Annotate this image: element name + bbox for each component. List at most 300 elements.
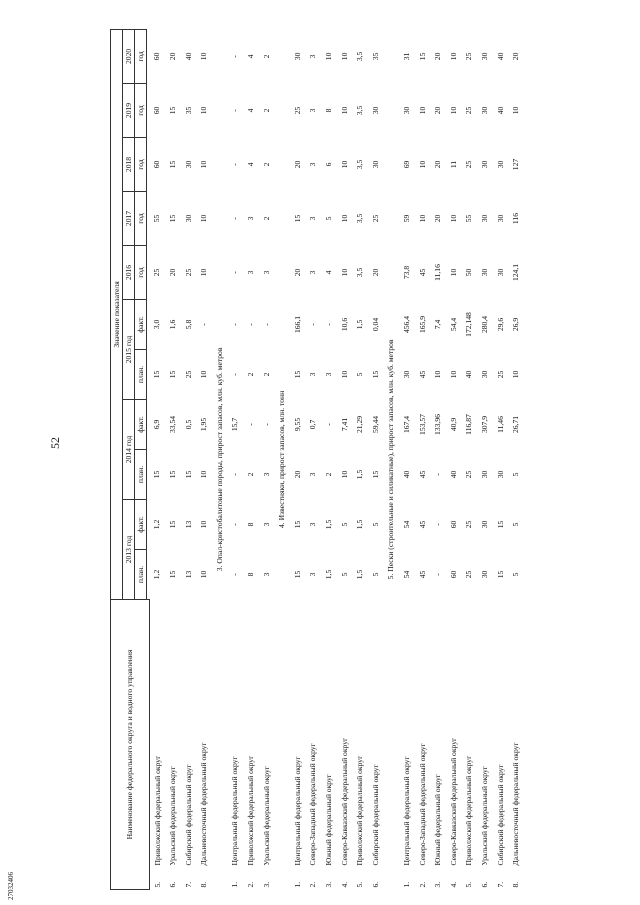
value-cell: 55	[464, 214, 474, 223]
row-number: 5.	[464, 881, 474, 888]
table-row	[196, 29, 212, 889]
value-cell: 40	[448, 470, 458, 479]
value-cell: 60	[448, 570, 458, 579]
value-cell: 11,46	[495, 416, 505, 433]
value-cell: 127	[511, 158, 521, 171]
value-cell: 30	[479, 268, 489, 277]
table-row	[165, 29, 181, 889]
value-cell: 25	[495, 370, 505, 379]
value-cell: 116	[511, 212, 521, 225]
value-cell: 73,8	[402, 265, 411, 280]
value-cell: 8	[324, 108, 334, 113]
indicator-header: Значение показателя	[111, 29, 123, 599]
value-cell: 20	[433, 160, 443, 169]
value-cell: 25	[464, 470, 474, 479]
value-cell: -	[324, 423, 334, 426]
district-name: Южный федеральный округ	[433, 774, 443, 866]
god-header: год	[135, 192, 147, 246]
value-cell: 3	[261, 472, 271, 477]
value-cell: 4	[246, 108, 256, 113]
value-cell: 3	[308, 270, 318, 275]
table-row	[446, 29, 462, 889]
value-cell: -	[433, 573, 443, 576]
district-name: Центральный федеральный округ	[230, 756, 240, 866]
value-cell: -	[230, 217, 240, 220]
value-cell: 10	[199, 52, 209, 61]
value-cell: 11,16	[433, 264, 443, 281]
district-name: Центральный федеральный округ	[292, 756, 302, 866]
value-cell: 20	[433, 52, 443, 61]
value-cell: 15	[292, 370, 302, 379]
value-cell: 30	[479, 106, 489, 115]
plan-header: план.	[135, 450, 147, 500]
value-cell: 15	[292, 214, 302, 223]
value-cell: 10	[511, 106, 521, 115]
table-header	[111, 29, 150, 889]
value-cell: 3	[308, 572, 318, 577]
value-cell: -	[308, 323, 318, 326]
value-cell: 20	[433, 214, 443, 223]
value-cell: 25	[292, 106, 302, 115]
value-cell: 13	[183, 570, 193, 579]
value-cell: 45	[417, 470, 427, 479]
value-cell: 30	[495, 214, 505, 223]
row-number: 6.	[370, 881, 380, 888]
value-cell: -	[433, 523, 443, 526]
table-row	[149, 29, 165, 889]
value-cell: 3,5	[355, 159, 365, 170]
god-header: год	[135, 246, 147, 300]
value-cell: 8	[246, 572, 256, 577]
value-cell: 3	[261, 522, 271, 527]
value-cell: 5	[355, 372, 365, 377]
value-cell: 2	[261, 216, 271, 221]
row-number: 5.	[355, 881, 365, 888]
value-cell: 10,6	[339, 317, 349, 332]
value-cell: 0,5	[183, 419, 193, 430]
value-cell: 10	[339, 106, 349, 115]
section-heading-row	[212, 29, 228, 889]
value-cell: 45	[417, 370, 427, 379]
row-number: 2.	[246, 881, 256, 888]
value-cell: 172,148	[464, 312, 474, 337]
value-cell: 166,1	[292, 315, 302, 334]
value-cell: 40	[495, 52, 505, 61]
row-number: 2.	[308, 881, 318, 888]
value-cell: 3	[308, 216, 318, 221]
value-cell: 15	[292, 520, 302, 529]
district-name: Уральский федеральный округ	[168, 766, 178, 866]
value-cell: 60	[152, 52, 162, 61]
value-cell: 30	[479, 520, 489, 529]
value-cell: 30	[402, 370, 411, 379]
row-number: 3.	[261, 881, 271, 888]
value-cell: 4	[246, 162, 256, 167]
value-cell: 2	[261, 108, 271, 113]
value-cell: 30	[183, 160, 193, 169]
value-cell: 9,55	[292, 417, 302, 432]
value-cell: 5	[324, 216, 334, 221]
district-name: Уральский федеральный округ	[479, 766, 489, 866]
value-cell: 20	[292, 470, 302, 479]
row-number: 8.	[199, 881, 209, 888]
value-cell: 59,44	[370, 415, 380, 434]
value-cell: 6,9	[152, 419, 162, 430]
value-cell: 10	[433, 370, 443, 379]
value-cell: 15	[417, 52, 427, 61]
row-number: 7.	[183, 881, 193, 888]
value-cell: 25	[464, 106, 474, 115]
row-number: 7.	[495, 881, 505, 888]
value-cell: 10	[199, 570, 209, 579]
value-cell: -	[230, 573, 240, 576]
value-cell: 60	[152, 160, 162, 169]
value-cell: -	[246, 323, 256, 326]
year-header: 2017	[123, 192, 135, 246]
value-cell: 15	[152, 370, 162, 379]
value-cell: 456,4	[402, 315, 411, 334]
value-cell: 20	[292, 160, 302, 169]
value-cell: -	[230, 473, 240, 476]
value-cell: 15	[370, 470, 380, 479]
value-cell: 10	[511, 370, 521, 379]
value-cell: 10	[448, 52, 458, 61]
value-cell: 0,7	[308, 419, 318, 430]
value-cell: 1,2	[152, 519, 162, 530]
value-cell: -	[230, 271, 240, 274]
district-name: Дальневосточный федеральный округ	[511, 742, 521, 866]
value-cell: 40	[495, 106, 505, 115]
value-cell: 10	[448, 268, 458, 277]
table-row	[321, 29, 337, 889]
district-name: Приволжский федеральный округ	[464, 755, 474, 866]
value-cell: 10	[448, 106, 458, 115]
value-cell: -	[230, 523, 240, 526]
district-name: Северо-Кавказский федеральный округ	[448, 737, 458, 866]
value-cell: -	[246, 423, 256, 426]
value-cell: 29,6	[495, 317, 505, 332]
value-cell: -	[324, 323, 334, 326]
table-row	[461, 29, 477, 889]
value-cell: 5	[339, 572, 349, 577]
value-cell: 20	[168, 268, 178, 277]
year-header: 2018	[123, 138, 135, 192]
value-cell: 2	[261, 54, 271, 59]
value-cell: 15	[168, 570, 178, 579]
value-cell: 40	[402, 470, 411, 479]
value-cell: 3	[308, 472, 318, 477]
value-cell: 30	[495, 470, 505, 479]
row-number: 5.	[152, 881, 162, 888]
value-cell: 26,9	[511, 317, 521, 332]
value-cell: 30	[183, 214, 193, 223]
value-cell: 10	[448, 214, 458, 223]
value-cell: 3,5	[355, 51, 365, 62]
value-cell: 3	[308, 522, 318, 527]
value-cell: 35	[370, 52, 380, 61]
plan-header: план.	[135, 550, 147, 600]
value-cell: -	[230, 55, 240, 58]
section-heading: 4. Известняки, прирост запасов, млн. тонн	[277, 390, 287, 528]
table-row	[430, 29, 446, 889]
district-name: Сибирский федеральный округ	[495, 764, 505, 866]
name-column-header: Наименование федерального округа и водного управления	[111, 600, 150, 890]
value-cell: 1,5	[355, 569, 365, 580]
year-header: 2014 год	[123, 400, 135, 500]
year-header: 2016	[123, 246, 135, 300]
district-name: Сибирский федеральный округ	[183, 764, 193, 866]
fact-header: факт.	[135, 500, 147, 550]
value-cell: 10	[417, 160, 427, 169]
value-cell: 10	[339, 268, 349, 277]
value-cell: 30	[479, 470, 489, 479]
value-cell: 3	[308, 372, 318, 377]
value-cell: 1,6	[168, 319, 178, 330]
value-cell: 15	[168, 214, 178, 223]
value-cell: 1,5	[355, 319, 365, 330]
table-row	[259, 29, 275, 889]
value-cell: 25	[464, 570, 474, 579]
value-cell: 133,96	[433, 414, 443, 435]
value-cell: 3,5	[355, 267, 365, 278]
value-cell: 15	[292, 570, 302, 579]
value-cell: 3	[246, 270, 256, 275]
value-cell: -	[261, 323, 271, 326]
value-cell: 45	[417, 520, 427, 529]
value-cell: 20	[292, 268, 302, 277]
value-cell: -	[230, 163, 240, 166]
value-cell: 10	[339, 470, 349, 479]
value-cell: 30	[479, 570, 489, 579]
section-heading: 5. Пески (строительные и силикатные), прирост запасов, млн. куб. метров	[386, 339, 396, 580]
value-cell: 45	[417, 570, 427, 579]
value-cell: 25	[152, 268, 162, 277]
value-cell: 30	[479, 370, 489, 379]
row-number: 1.	[402, 881, 411, 888]
value-cell: 40,9	[448, 417, 458, 432]
value-cell: 25	[183, 370, 193, 379]
value-cell: -	[230, 109, 240, 112]
value-cell: 165,9	[417, 315, 427, 334]
value-cell: 7,41	[339, 417, 349, 432]
value-cell: 2	[261, 372, 271, 377]
god-header: год	[135, 84, 147, 138]
value-cell: 307,9	[479, 415, 489, 434]
value-cell: 55	[152, 214, 162, 223]
value-cell: 60	[152, 106, 162, 115]
value-cell: 30	[292, 52, 302, 61]
row-number: 4.	[448, 881, 458, 888]
value-cell: 153,57	[417, 414, 427, 435]
value-cell: 15	[168, 520, 178, 529]
value-cell: 20	[370, 268, 380, 277]
value-cell: 5	[370, 522, 380, 527]
value-cell: 3	[261, 270, 271, 275]
value-cell: 10	[199, 470, 209, 479]
value-cell: 54	[402, 520, 411, 529]
value-cell: 10	[199, 520, 209, 529]
value-cell: 1,5	[324, 519, 334, 530]
value-cell: 167,4	[402, 415, 411, 434]
value-cell: 69	[402, 160, 411, 169]
value-cell: 33,54	[168, 415, 178, 434]
value-cell: 0,04	[370, 317, 380, 332]
table-row	[290, 29, 306, 889]
value-cell: 10	[417, 214, 427, 223]
district-name: Северо-Западный федеральный округ	[308, 743, 318, 866]
value-cell: 26,71	[511, 415, 521, 434]
district-name: Приволжский федеральный округ	[246, 755, 256, 866]
row-number: 8.	[511, 881, 521, 888]
value-cell: -	[433, 473, 443, 476]
value-cell: 10	[199, 160, 209, 169]
value-cell: 25	[464, 52, 474, 61]
table-row	[305, 29, 321, 889]
value-cell: 10	[199, 370, 209, 379]
value-cell: 10	[339, 52, 349, 61]
value-cell: 31	[402, 52, 411, 61]
value-cell: 4	[324, 270, 334, 275]
value-cell: -	[261, 423, 271, 426]
district-name: Уральский федеральный округ	[261, 766, 271, 866]
value-cell: 3,5	[355, 213, 365, 224]
table-row	[227, 29, 243, 889]
table-row	[181, 29, 197, 889]
table-row	[399, 29, 415, 889]
value-cell: 20	[168, 52, 178, 61]
row-number: 2.	[417, 881, 427, 888]
value-cell: 15,7	[230, 417, 240, 432]
district-name: Приволжский федеральный округ	[152, 755, 162, 866]
value-cell: 3,5	[355, 105, 365, 116]
value-cell: 5	[511, 472, 521, 477]
value-cell: 15	[183, 470, 193, 479]
table-row	[493, 29, 509, 889]
value-cell: 7,4	[433, 319, 443, 330]
value-cell: 15	[495, 570, 505, 579]
value-cell: 116,87	[464, 414, 474, 435]
value-cell: 30	[479, 160, 489, 169]
value-cell: 3	[246, 216, 256, 221]
rotated-table-container	[110, 30, 530, 890]
value-cell: 3	[308, 162, 318, 167]
table-row	[415, 29, 431, 889]
value-cell: 45	[417, 268, 427, 277]
value-cell: 3	[324, 372, 334, 377]
table-row	[243, 29, 259, 889]
table-body	[149, 29, 524, 889]
year-header: 2019	[123, 84, 135, 138]
value-cell: 11	[448, 160, 458, 169]
value-cell: 10	[339, 370, 349, 379]
fact-header: факт.	[135, 300, 147, 350]
value-cell: 10	[199, 106, 209, 115]
plan-header: план.	[135, 350, 147, 400]
district-name: Северо-Кавказский федеральный округ	[339, 737, 349, 866]
row-number: 6.	[168, 881, 178, 888]
value-cell: 30	[402, 106, 411, 115]
value-cell: 21,29	[355, 415, 365, 434]
value-cell: 20	[433, 106, 443, 115]
value-cell: 5	[511, 572, 521, 577]
god-header: год	[135, 138, 147, 192]
value-cell: 8	[246, 522, 256, 527]
year-header: 2013 год	[123, 500, 135, 600]
district-name: Сибирский федеральный округ	[370, 764, 380, 866]
value-cell: 5	[339, 522, 349, 527]
district-name: Центральный федеральный округ	[402, 756, 411, 866]
value-cell: 2	[246, 472, 256, 477]
value-cell: 10	[417, 106, 427, 115]
table-row	[368, 29, 384, 889]
value-cell: 15	[168, 470, 178, 479]
value-cell: 4	[246, 54, 256, 59]
value-cell: 30	[370, 160, 380, 169]
value-cell: 25	[464, 160, 474, 169]
value-cell: 5	[370, 572, 380, 577]
row-number: 1.	[292, 881, 302, 888]
indicator-table	[110, 29, 524, 890]
value-cell: -	[199, 323, 209, 326]
value-cell: 5	[511, 522, 521, 527]
value-cell: 40	[183, 52, 193, 61]
value-cell: 280,4	[479, 315, 489, 334]
value-cell: 30	[495, 268, 505, 277]
district-name: Приволжский федеральный округ	[355, 755, 365, 866]
value-cell: 50	[464, 268, 474, 277]
value-cell: 25	[464, 520, 474, 529]
value-cell: 1,5	[355, 469, 365, 480]
row-number: 1.	[230, 881, 240, 888]
value-cell: 59	[402, 214, 411, 223]
value-cell: 15	[168, 106, 178, 115]
row-number: 3.	[433, 881, 443, 888]
value-cell: 6	[324, 162, 334, 167]
value-cell: 15	[370, 370, 380, 379]
value-cell: 3	[308, 54, 318, 59]
value-cell: 5,8	[183, 319, 193, 330]
value-cell: 15	[168, 370, 178, 379]
value-cell: 30	[495, 160, 505, 169]
section-heading-row	[274, 29, 290, 889]
value-cell: 10	[199, 214, 209, 223]
value-cell: 10	[339, 214, 349, 223]
value-cell: 1,5	[355, 519, 365, 530]
table-row	[337, 29, 353, 889]
value-cell: 25	[183, 268, 193, 277]
row-number: 4.	[339, 881, 349, 888]
row-number: 3.	[324, 881, 334, 888]
value-cell: 60	[448, 520, 458, 529]
value-cell: 2	[324, 472, 334, 477]
value-cell: 30	[479, 214, 489, 223]
value-cell: -	[230, 323, 240, 326]
value-cell: 10	[199, 268, 209, 277]
year-header: 2015 год	[123, 300, 135, 400]
value-cell: 13	[183, 520, 193, 529]
district-name: Дальневосточный федеральный округ	[199, 742, 209, 866]
value-cell: 15	[495, 520, 505, 529]
god-header: год	[135, 29, 147, 83]
value-cell: 1,2	[152, 569, 162, 580]
value-cell: 2	[246, 372, 256, 377]
value-cell: 35	[183, 106, 193, 115]
row-number: 6.	[479, 881, 489, 888]
table-row	[508, 29, 524, 889]
value-cell: 30	[479, 52, 489, 61]
value-cell: 3,0	[152, 319, 162, 330]
value-cell: 124,1	[511, 263, 521, 282]
